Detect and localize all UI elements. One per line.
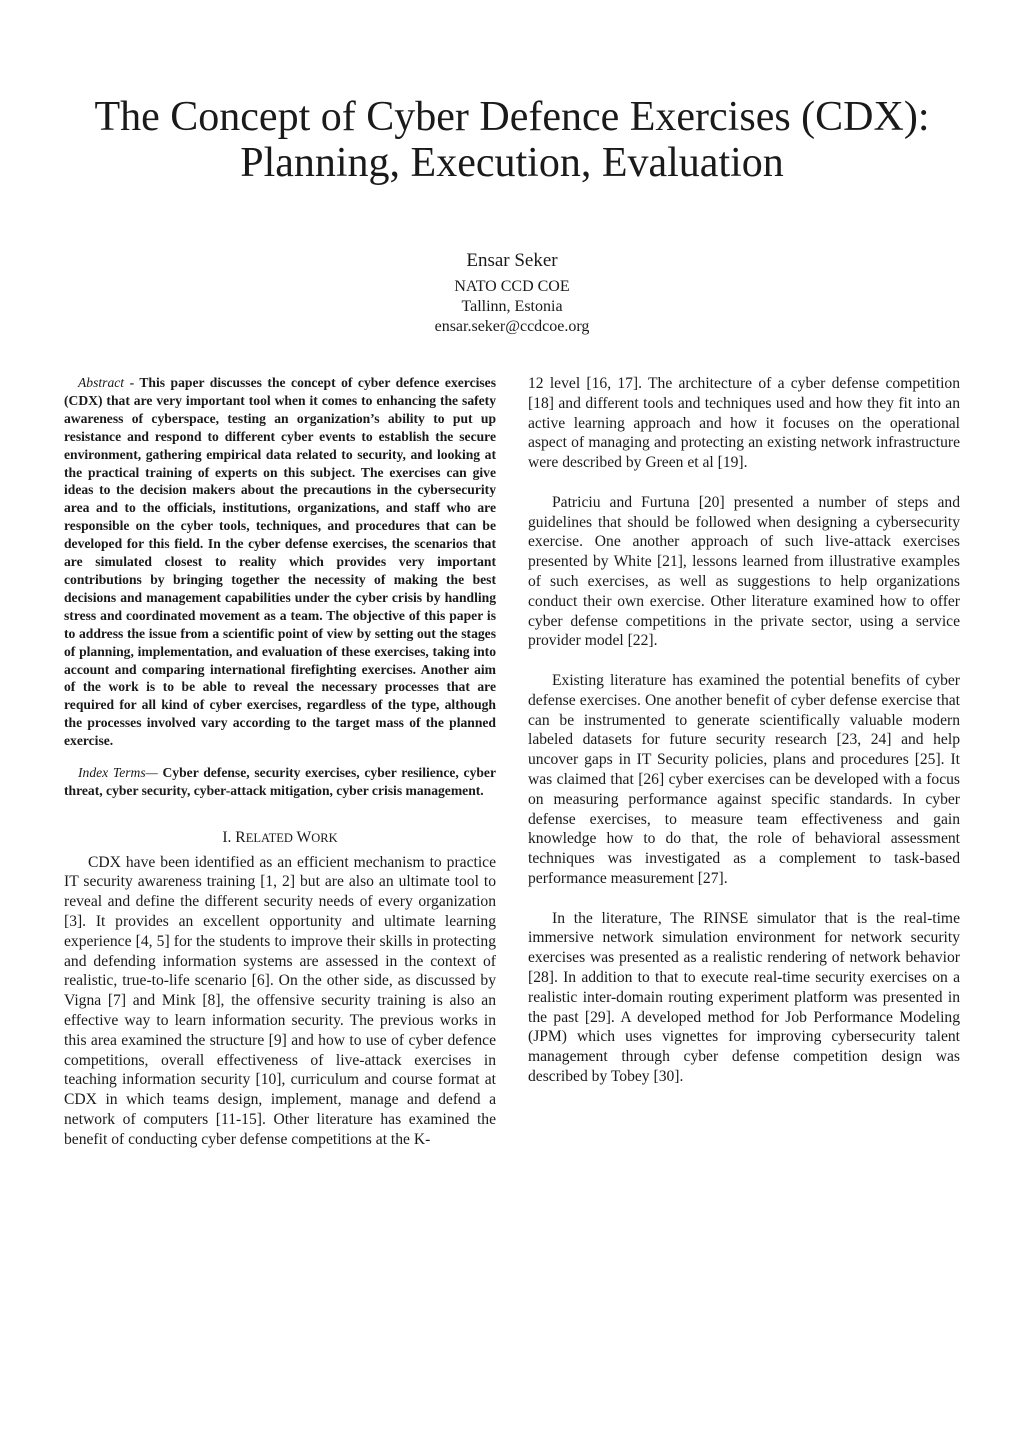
abstract-label: Abstract (78, 375, 125, 390)
right-paragraph: Existing literature has examined the potential benefits of cyber defense exercises. One another benefit of cyber defense exercise that can be instrumented to generate scientifically valuable modern labeled datasets for future security research [23, 24] and help uncover gaps in IT Security policies, plans and procedures [25]. It was claimed that [26] cyber exercises can be developed with a focus on measuring performance against specific standards. In cyber defense exercises, to measure team effectiveness and gain knowledge how to do that, the role of behavioral assessment techniques was investigated as a complement to task-based performance measurement [27]. (528, 671, 960, 887)
index-terms-label: Index Terms— (78, 765, 158, 781)
author-block (312, 250, 712, 337)
section-heading-part: ORK (311, 830, 338, 845)
author-location: Tallinn, Estonia (461, 298, 563, 315)
right-paragraph: In the literature, The RINSE simulator that is the real-time immersive network simulation environment for network security exercises was presented as a realistic rendering of network behavior [28]. In addition to that to execute real-time security exercises on a realistic inter-domain routing experiment platform was presented in the past [29]. A developed method for Job Performance Modeling (JPM) which uses vignettes for improving cybersecurity talent management through cyber defense competition design was described by Tobey [30]. (528, 909, 960, 1085)
author-email: ensar.seker@ccdcoe.org (434, 318, 590, 335)
abstract (64, 374, 496, 750)
index-terms (64, 764, 496, 800)
left-column (64, 374, 496, 1150)
index-terms-text: Cyber defense, security exercises, cyber resilience, cyber threat, cyber security, cyber-attack mitigation, cyber crisis management. (64, 765, 496, 798)
section-heading-part: ELATED (245, 830, 293, 845)
title-line-2: Planning, Execution, Evaluation (240, 140, 784, 186)
section-heading-part: I. R (222, 828, 246, 846)
right-column (528, 374, 960, 1106)
paper-title (40, 94, 984, 186)
related-work-paragraph: CDX have been identified as an efficient mechanism to practice IT security awareness training [1, 2] but are also an ultimate tool to reveal and define the different security needs of every organization [3]. It provides an excellent opportunity and ultimate learning experience [4, 5] for the students to improve their skills in protecting and defending information systems are assessed in the context of realistic, true-to-life scenario [6]. On the other side, as discussed by Vigna [7] and Mink [8], the offensive security training is also an effective way to learn information security. The previous works in this area examined the structure [9] and how to use of cyber defence competitions, overall effectiveness of live-attack exercises in teaching information security [10], curriculum and course format at CDX in which teams design, implement, manage and defend a network of computers [11-15]. Other literature has examined the benefit of conducting cyber defense competitions at the K- (64, 853, 496, 1148)
abstract-text: - This paper discusses the concept of cyber defence exercises (CDX) that are very important tool when it comes to enhancing the safety awareness of cyberspace, testing an organization’s ability to put up resistance and respond to different cyber events to establish the secure environment, gathering empirical data related to security, and looking at the practical training of experts on this subject. The exercises can give ideas to the decision makers about the precautions in the cybersecurity area and to the officials, institutions, organizations, and staff who are responsible on the cyber tools, techniques, and procedures that can be developed for this field. In the cyber defense exercises, the scenarios that are simulated closest to reality which provides very important contributions by bringing together the necessity of making the best decisions and management capabilities under the cyber crisis by handling stress and coordinated movement as a team. The objective of this paper is to address the issue from a scientific point of view by setting out the stages of planning, implementation, and evaluation of these exercises, taking into account and comparing international firefighting exercises. Another aim of the work is to be able to reveal the necessary processes that are required for all kind of cyber exercises, regardless of the type, although the processes involved vary according to the target mass of the planned exercise. (64, 375, 496, 749)
title-line-1: The Concept of Cyber Defence Exercises (CDX): (94, 94, 930, 140)
author-name: Ensar Seker (466, 250, 558, 271)
author-affiliation: NATO CCD COE (454, 278, 570, 295)
section-heading-part: W (292, 828, 312, 846)
right-paragraph: 12 level [16, 17]. The architecture of a cyber defense competition [18] and different tools and techniques used and how they fit into an active learning approach and how it focuses on the operational aspect of managing and protecting an existing network infrastructure were described by Green et al [19]. (528, 375, 960, 472)
right-paragraph: Patriciu and Furtuna [20] presented a number of steps and guidelines that should be followed when designing a cybersecurity exercise. One another approach of such live-attack exercises presented by White [21], lessons learned from illustrative examples of such exercises, as well as suggestions to help organizations conduct their own exercise. Other literature examined how to offer cyber defense competitions in the private sector, using a service provider model [22]. (528, 493, 960, 650)
section-heading-related-work (64, 828, 496, 849)
